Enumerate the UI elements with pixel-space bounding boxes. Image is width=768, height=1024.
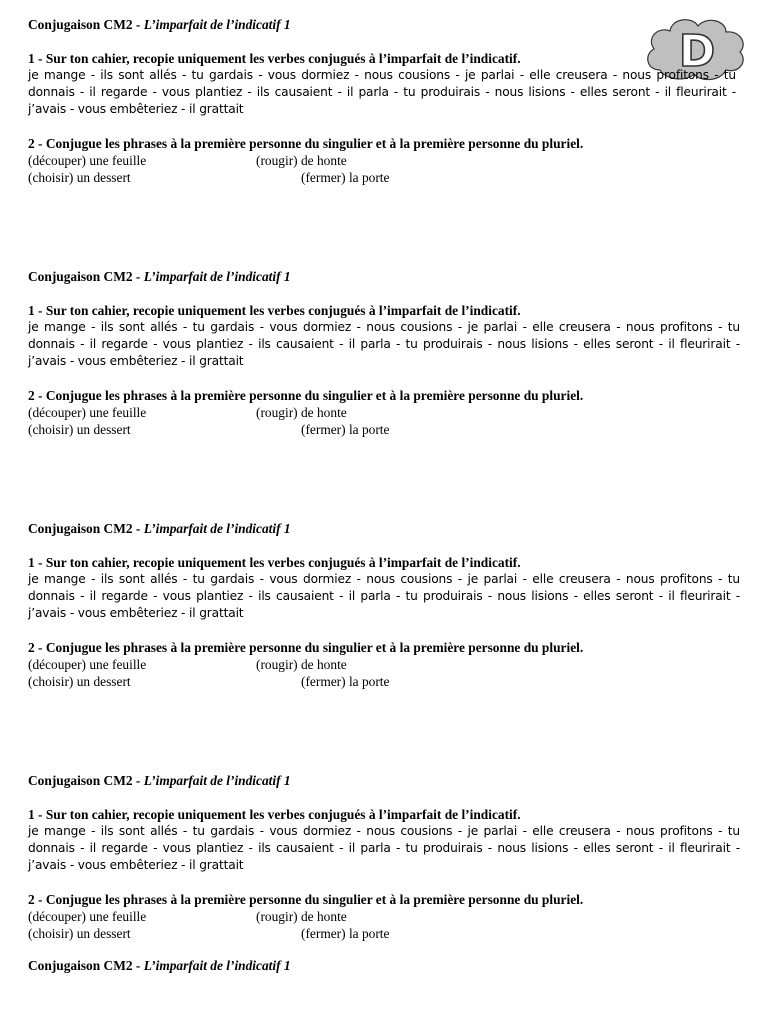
- question-2-item: (choisir) un dessert: [28, 422, 131, 437]
- question-2-item: (découper) une feuille: [28, 153, 147, 168]
- question-1-verb-list: je mange - ils sont allés - tu gardais - vous dormiez - nous cousions - je parlai - elle creusera - nous profitons - tu donnais - il regarde - vous plantiez - ils causaient - il parla - tu produirais - nous lisions - elles seront - il fleurirait - j’avais - vous embêteriez - il grattait: [28, 68, 736, 116]
- worksheet-title: Conjugaison CM2 - L’imparfait de l’indicatif 1: [28, 521, 291, 536]
- worksheet-title: Conjugaison CM2 - L’imparfait de l’indicatif 1: [28, 958, 291, 973]
- badge-letter: D: [678, 26, 716, 77]
- question-2-heading: 2 - Conjugue les phrases à la première personne du singulier et à la première personne du pluriel.: [28, 892, 584, 907]
- question-1-heading: 1 - Sur ton cahier, recopie uniquement les verbes conjugués à l’imparfait de l’indicatif.: [28, 807, 521, 822]
- exercise-block-3: [28, 520, 740, 690]
- question-1-heading: 1 - Sur ton cahier, recopie uniquement les verbes conjugués à l’imparfait de l’indicatif.: [28, 555, 521, 570]
- question-2-item: (rougir) de honte: [256, 657, 347, 672]
- question-2-item: (rougir) de honte: [256, 909, 347, 924]
- question-2-item: (découper) une feuille: [28, 909, 147, 924]
- question-2-item: (choisir) un dessert: [28, 674, 131, 689]
- question-2-item: (fermer) la porte: [301, 674, 390, 689]
- question-1-heading: 1 - Sur ton cahier, recopie uniquement les verbes conjugués à l’imparfait de l’indicatif.: [28, 303, 521, 318]
- question-2-row-1: [28, 404, 740, 421]
- question-2-row-2: [28, 925, 740, 942]
- question-2-heading: 2 - Conjugue les phrases à la première personne du singulier et à la première personne du pluriel.: [28, 388, 584, 403]
- exercise-block-1: [28, 16, 740, 186]
- question-2-item: (découper) une feuille: [28, 405, 147, 420]
- question-2-item: (rougir) de honte: [256, 153, 347, 168]
- question-1-verb-list: je mange - ils sont allés - tu gardais - vous dormiez - nous cousions - je parlai - elle creusera - nous profitons - tu donnais - il regarde - vous plantiez - ils causaient - il parla - tu produirais - nous lisions - elles seront - il fleurirait - j’avais - vous embêteriez - il grattait: [28, 320, 740, 368]
- question-2-row-1: [28, 908, 740, 925]
- question-1-verb-list: je mange - ils sont allés - tu gardais - vous dormiez - nous cousions - je parlai - elle creusera - nous profitons - tu donnais - il regarde - vous plantiez - ils causaient - il parla - tu produirais - nous lisions - elles seront - il fleurirait - j’avais - vous embêteriez - il grattait: [28, 572, 740, 620]
- question-2-item: (fermer) la porte: [301, 422, 390, 437]
- worksheet-title: Conjugaison CM2 - L’imparfait de l’indicatif 1: [28, 17, 291, 32]
- question-1-heading: 1 - Sur ton cahier, recopie uniquement les verbes conjugués à l’imparfait de l’indicatif.: [28, 51, 521, 66]
- exercise-block-5: [28, 957, 740, 974]
- exercise-block-4: [28, 772, 740, 942]
- question-2-row-1: [28, 656, 740, 673]
- question-2-row-2: [28, 169, 740, 186]
- question-2-item: (fermer) la porte: [301, 170, 390, 185]
- question-2-row-1: [28, 152, 740, 169]
- question-2-heading: 2 - Conjugue les phrases à la première personne du singulier et à la première personne du pluriel.: [28, 640, 584, 655]
- worksheet-title: Conjugaison CM2 - L’imparfait de l’indicatif 1: [28, 773, 291, 788]
- question-1-verb-list: je mange - ils sont allés - tu gardais - vous dormiez - nous cousions - je parlai - elle creusera - nous profitons - tu donnais - il regarde - vous plantiez - ils causaient - il parla - tu produirais - nous lisions - elles seront - il fleurirait - j’avais - vous embêteriez - il grattait: [28, 824, 740, 872]
- question-2-item: (choisir) un dessert: [28, 926, 131, 941]
- question-2-item: (rougir) de honte: [256, 405, 347, 420]
- exercise-block-2: [28, 268, 740, 438]
- question-2-heading: 2 - Conjugue les phrases à la première personne du singulier et à la première personne du pluriel.: [28, 136, 584, 151]
- question-2-item: (fermer) la porte: [301, 926, 390, 941]
- question-2-row-2: [28, 421, 740, 438]
- question-2-item: (découper) une feuille: [28, 657, 147, 672]
- question-2-item: (choisir) un dessert: [28, 170, 131, 185]
- question-2-row-2: [28, 673, 740, 690]
- worksheet-title: Conjugaison CM2 - L’imparfait de l’indicatif 1: [28, 269, 291, 284]
